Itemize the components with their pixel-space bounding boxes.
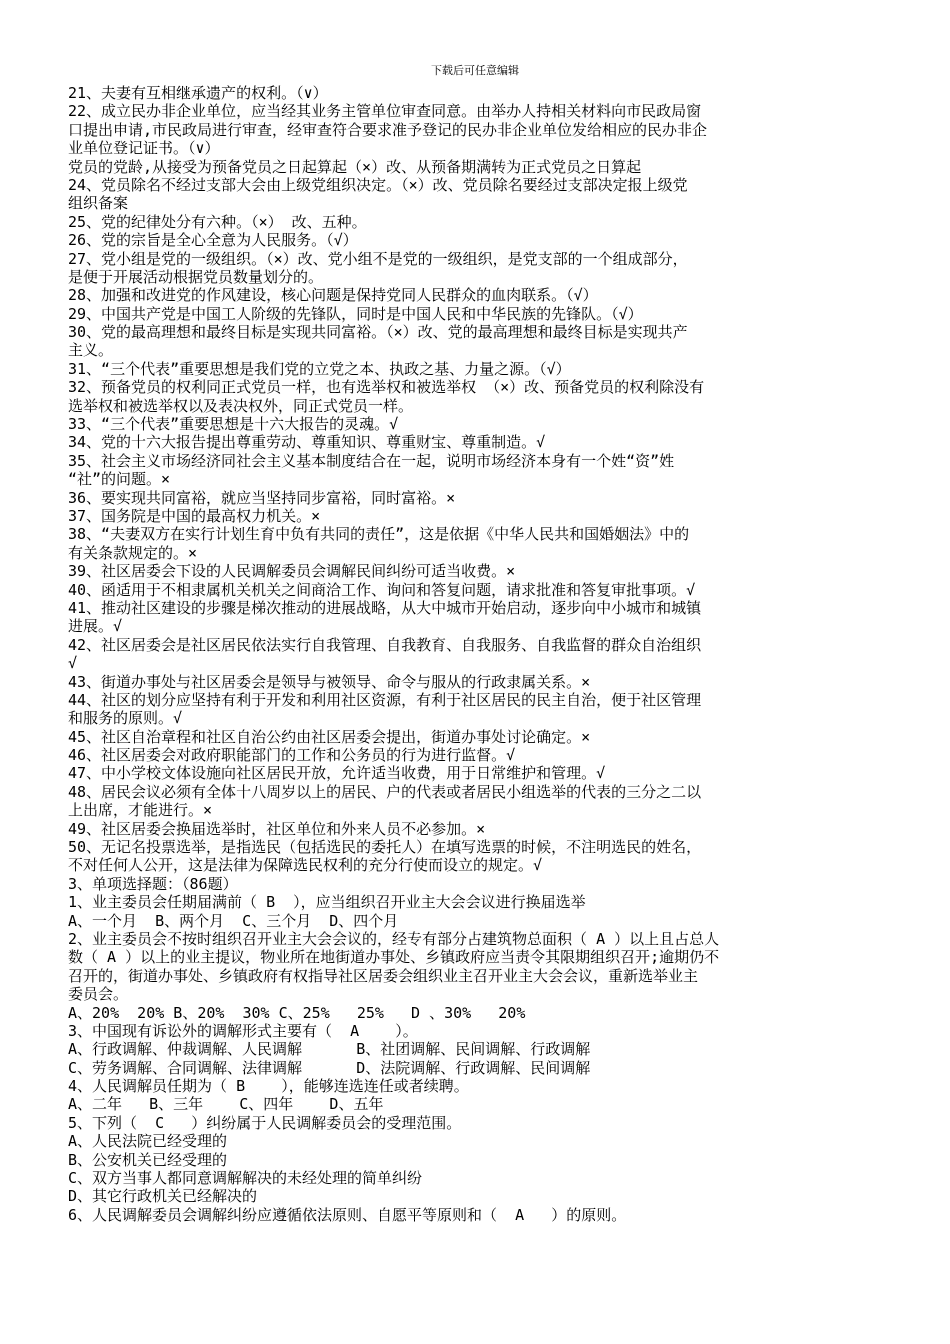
text-line: C、双方当事人都同意调解解决的未经处理的简单纠纷 [68, 1169, 423, 1188]
text-line: A、一个月 B、两个月 C、三个月 D、四个月 [68, 911, 399, 930]
text-line: 是便于开展活动根据党员数量划分的。 [68, 267, 324, 286]
page-header: 下载后可任意编辑 [431, 64, 519, 77]
text-line: 24、党员除名不经过支部大会由上级党组织决定。（×）改、党员除名要经过支部决定报上级党 [68, 175, 688, 194]
text-line: 不对任何人公开，这是法律为保障选民权利的充分行使而设立的规定。√ [68, 856, 543, 875]
text-line: 上出席，才能进行。× [68, 801, 213, 820]
text-line: A、20% 20% B、20% 30% C、25% 25% D 、30% 20% [68, 1003, 526, 1022]
text-line: 30、党的最高理想和最终目标是实现共同富裕。（×）改、党的最高理想和最终目标是实现共产 [68, 323, 688, 342]
text-line: √ [68, 654, 78, 673]
text-line: 口提出申请,市民政局进行审查，经审查符合要求准予登记的民办非企业单位发给相应的民办非企 [68, 120, 708, 139]
text-line: 3、中国现有诉讼外的调解形式主要有（ A ）。 [68, 1021, 418, 1040]
text-line: 45、社区自治章程和社区自治公约由社区居委会提出，街道办事处讨论确定。× [68, 727, 591, 746]
text-line: 48、居民会议必须有全体十八周岁以上的居民、户的代表或者居民小组选举的代表的三分之二以 [68, 782, 702, 801]
text-line: 5、下列（ C ）纠纷属于人民调解委员会的受理范围。 [68, 1113, 462, 1132]
text-line: 26、党的宗旨是全心全意为人民服务。（√） [68, 231, 358, 250]
text-line: 主义。 [68, 341, 114, 360]
text-line: 47、中小学校文体设施向社区居民开放，允许适当收费，用于日常维护和管理。√ [68, 764, 606, 783]
text-line: 29、中国共产党是中国工人阶级的先锋队，同时是中国人民和中华民族的先锋队。（√） [68, 304, 643, 323]
text-line: 49、社区居委会换届选举时，社区单位和外来人员不必参加。× [68, 819, 486, 838]
text-line: 41、推动社区建设的步骤是梯次推动的进展战略，从大中城市开始启动，逐步向中小城市和城镇 [68, 598, 702, 617]
text-line: 和服务的原则。√ [68, 709, 183, 728]
text-line: 32、预备党员的权利同正式党员一样，也有选举权和被选举权 （×）改、预备党员的权利除没有 [68, 378, 705, 397]
text-line: 28、加强和改进党的作风建设，核心问题是保持党同人民群众的血肉联系。（√） [68, 286, 598, 305]
text-line: 50、无记名投票选举，是指选民（包括选民的委托人）在填写选票的时候，不注明选民的姓名， [68, 838, 702, 857]
text-line: 36、要实现共同富裕，就应当坚持同步富裕，同时富裕。× [68, 488, 456, 507]
text-line: 25、党的纪律处分有六种。（×） 改、五种。 [68, 212, 367, 231]
text-line: 42、社区居委会是社区居民依法实行自我管理、自我教育、自我服务、自我监督的群众自治组织 [68, 635, 702, 654]
text-line: 6、人民调解委员会调解纠纷应遵循依法原则、自愿平等原则和（ A ）的原则。 [68, 1205, 627, 1224]
text-line: 33、“三个代表”重要思想是十六大报告的灵魂。√ [68, 415, 399, 434]
text-line: 选举权和被选举权以及表决权外，同正式党员一样。 [68, 396, 414, 415]
text-line: 35、社会主义市场经济同社会主义基本制度结合在一起，说明市场经济本身有一个姓“资”姓 [68, 451, 675, 470]
text-line: 31、“三个代表”重要思想是我们党的立党之本、执政之基、力量之源。（√） [68, 359, 571, 378]
text-line: 党员的党龄,从接受为预备党员之日起算起（×）改、从预备期满转为正式党员之日算起 [68, 157, 642, 176]
text-line: 4、人民调解员任期为（ B ），能够连选连任或者续聘。 [68, 1077, 469, 1096]
document-body [68, 84, 886, 1224]
text-line: 22、成立民办非企业单位，应当经其业务主管单位审查同意。由举办人持相关材料向市民政局窗 [68, 102, 702, 121]
text-line: 3、单项选择题：（86题） [68, 874, 238, 893]
text-line: “社”的问题。× [68, 470, 171, 489]
text-line: 2、业主委员会不按时组织召开业主大会会议的，经专有部分占建筑物总面积（ A ）以上且占总人 [68, 929, 720, 948]
text-line: 40、函适用于不相隶属机关机关之间商洽工作、询问和答复问题，请求批准和答复审批事项。√ [68, 580, 696, 599]
text-line: 37、国务院是中国的最高权力机关。× [68, 506, 321, 525]
text-line: A、行政调解、仲裁调解、人民调解 B、社团调解、民间调解、行政调解 [68, 1040, 591, 1059]
text-line: 业单位登记证书。（∨） [68, 139, 220, 158]
text-line: 数（ A ）以上的业主提议，物业所在地街道办事处、乡镇政府应当责令其限期组织召开;逾期仍不 [68, 948, 720, 967]
text-line: 38、“夫妻双方在实行计划生育中负有共同的责任”，这是依据《中华人民共和国婚姻法》中的 [68, 525, 690, 544]
text-line: 有关条款规定的。× [68, 543, 198, 562]
text-line: 43、街道办事处与社区居委会是领导与被领导、命令与服从的行政隶属关系。× [68, 672, 591, 691]
text-line: 21、夫妻有互相继承遗产的权利。（∨） [68, 84, 328, 102]
text-line: 34、党的十六大报告提出尊重劳动、尊重知识、尊重财宝、尊重制造。√ [68, 433, 546, 452]
text-line: 44、社区的划分应坚持有利于开发和利用社区资源，有利于社区居民的民主自治，便于社区管理 [68, 690, 702, 709]
text-line: 进展。√ [68, 617, 123, 636]
text-line: 1、业主委员会任期届满前（ B ），应当组织召开业主大会会议进行换届选举 [68, 893, 586, 912]
text-line: C、劳务调解、合同调解、法律调解 D、法院调解、行政调解、民间调解 [68, 1058, 591, 1077]
text-line: 27、党小组是党的一级组织。（×）改、党小组不是党的一级组织，是党支部的一个组成部分， [68, 249, 688, 268]
text-line: D、其它行政机关已经解决的 [68, 1187, 258, 1206]
text-line: 39、社区居委会下设的人民调解委员会调解民间纠纷可适当收费。× [68, 562, 516, 581]
text-line: A、人民法院已经受理的 [68, 1132, 228, 1151]
text-line: B、公安机关已经受理的 [68, 1150, 228, 1169]
text-line: 召开的，街道办事处、乡镇政府有权指导社区居委会组织业主召开业主大会会议，重新选举业主 [68, 966, 699, 985]
text-line: 组织备案 [68, 194, 129, 213]
text-line: A、二年 B、三年 C、四年 D、五年 [68, 1095, 384, 1114]
text-line: 46、社区居委会对政府职能部门的工作和公务员的行为进行监督。√ [68, 746, 516, 765]
text-line: 委员会。 [68, 985, 129, 1004]
